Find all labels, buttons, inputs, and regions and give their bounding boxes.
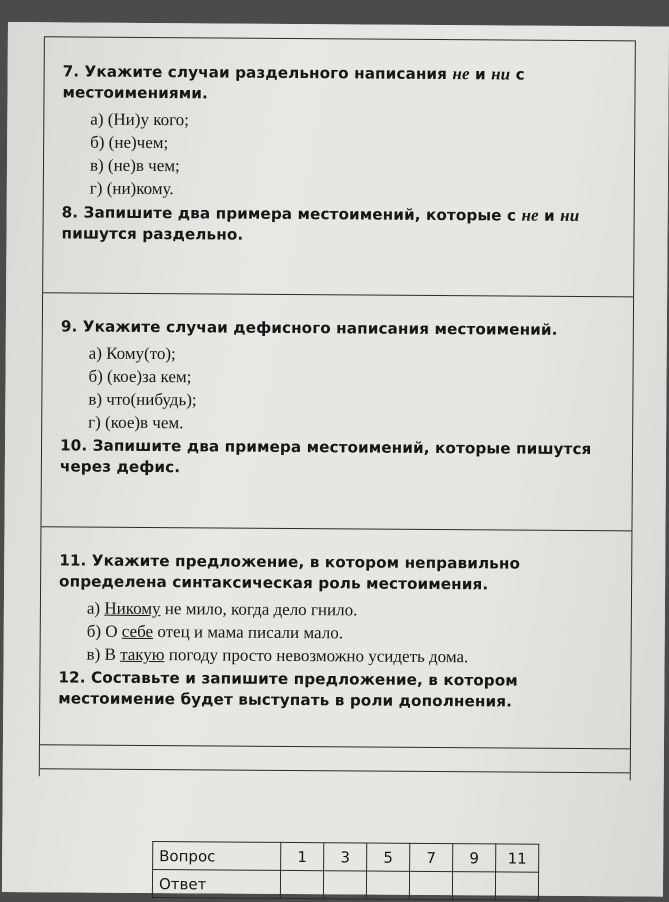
table-answer-label: Ответ — [152, 870, 280, 899]
answer-cell[interactable] — [366, 871, 409, 899]
table-cell: 7 — [410, 843, 453, 871]
question-7 — [61, 60, 626, 248]
table-cell: 1 — [281, 842, 324, 870]
table-cell: 3 — [324, 843, 367, 871]
question-12-text: 12. Составьте и запишите предложение, в котором местоимение будет выступать в роли дополнения. — [58, 668, 518, 711]
table-cell: 11 — [496, 844, 539, 872]
table-cell: 5 — [367, 843, 410, 871]
divider — [43, 292, 633, 297]
question-9-text: 9. Укажите случаи дефисного написания местоимений. — [60, 317, 558, 339]
question-8-text: 8. Запишите два примера местоимений, которые с не и ни пишутся раздельно. — [61, 203, 580, 244]
option-item: в) что(нибудь); — [88, 389, 197, 410]
option-item: б) (не)чем; — [90, 132, 169, 153]
option-item: а) Никому не мило, когда дело гнило. — [86, 598, 358, 620]
divider — [45, 36, 635, 41]
option-item: в) (не)в чем; — [89, 155, 180, 176]
question-10-text: 10. Запишите два примера местоимений, которые пишутся через дефис. — [59, 436, 592, 477]
table-header-label: Вопрос — [153, 842, 281, 871]
divider — [40, 744, 630, 749]
table-row — [153, 842, 539, 873]
divider — [40, 768, 630, 773]
question-11-options — [87, 597, 623, 670]
table-cell: 9 — [453, 844, 496, 872]
option-item: б) (кое)за кем; — [88, 366, 192, 387]
question-9 — [60, 316, 625, 481]
option-item: г) (ни)кому. — [89, 178, 174, 199]
option-item: а) (Ни)у кого; — [90, 109, 189, 130]
answer-cell[interactable] — [409, 871, 452, 899]
question-9-options — [88, 342, 625, 438]
answer-cell[interactable] — [452, 872, 495, 900]
option-item: а) Кому(то); — [88, 343, 176, 364]
question-11 — [58, 550, 623, 713]
divider — [41, 526, 631, 531]
question-11-text: 11. Укажите предложение, в котором неправильно определена синтаксическая роль местоимения. — [59, 551, 521, 594]
option-item: г) (кое)в чем. — [88, 412, 184, 433]
workbook-page — [2, 22, 669, 897]
answer-cell[interactable] — [323, 871, 366, 899]
questions-frame — [39, 36, 636, 780]
question-7-options — [90, 108, 627, 204]
option-item: в) В такую погоду просто невозможно усидеть дома. — [86, 644, 469, 667]
question-7-text: 7. Укажите случаи раздельного написания не и ни с местоимениями. — [62, 62, 525, 103]
table-row — [152, 870, 538, 901]
option-item: б) О себе отец и мама писали мало. — [86, 621, 344, 643]
answer-cell[interactable] — [280, 870, 323, 898]
answer-cell[interactable] — [495, 872, 538, 900]
